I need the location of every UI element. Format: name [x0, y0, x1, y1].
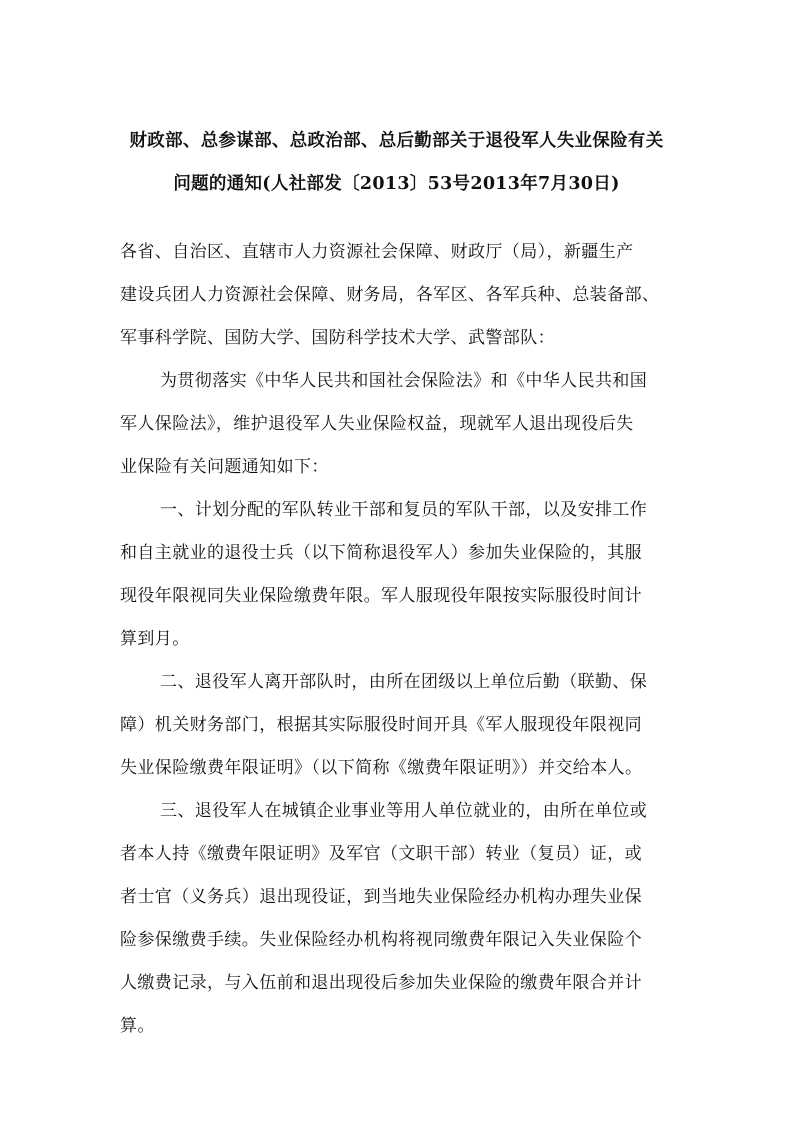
intro-line-3: 业保险有关问题通知如下： [120, 457, 329, 477]
document-title-line-2: 问题的通知(人社部发〔2013〕53号2013年7月30日) [173, 174, 620, 194]
item-3-line-5: 人缴费记录，与入伍前和退出现役后参加失业保险的缴费年限合并计 [120, 973, 642, 993]
item-2-line-1: 二、退役军人离开部队时，由所在团级以上单位后勤（联勤、保 [160, 672, 648, 692]
item-3-line-2: 者本人持《缴费年限证明》及军官（文职干部）转业（复员）证，或 [120, 844, 642, 864]
addressee-line-1: 各省、自治区、直辖市人力资源社会保障、财政厅（局），新疆生产 [120, 242, 634, 262]
item-3-line-6: 算。 [120, 1016, 155, 1036]
item-1-line-2: 和自主就业的退役士兵（以下简称退役军人）参加失业保险的，其服 [120, 543, 642, 563]
intro-line-1: 为贯彻落实《中华人民共和国社会保险法》和《中华人民共和国 [160, 371, 648, 391]
document-title-line-1: 财政部、总参谋部、总政治部、总后勤部关于退役军人失业保险有关 [129, 131, 664, 151]
item-1-line-4: 算到月。 [120, 629, 190, 649]
item-3-line-4: 险参保缴费手续。失业保险经办机构将视同缴费年限记入失业保险个 [120, 930, 642, 950]
item-3-line-3: 者士官（义务兵）退出现役证，到当地失业保险经办机构办理失业保 [120, 887, 642, 907]
addressee-line-2: 建设兵团人力资源社会保障、财务局，各军区、各军兵种、总装备部、 [120, 285, 660, 305]
item-1-line-1: 一、计划分配的军队转业干部和复员的军队干部，以及安排工作 [160, 500, 648, 520]
intro-line-2: 军人保险法》，维护退役军人失业保险权益，现就军人退出现役后失 [120, 414, 634, 434]
item-2-line-2: 障）机关财务部门，根据其实际服役时间开具《军人服现役年限视同 [120, 715, 642, 735]
addressee-line-3: 军事科学院、国防大学、国防科学技术大学、武警部队： [120, 328, 555, 348]
item-1-line-3: 现役年限视同失业保险缴费年限。军人服现役年限按实际服役时间计 [120, 586, 642, 606]
item-2-line-3: 失业保险缴费年限证明》（以下简称《缴费年限证明》）并交给本人。 [120, 758, 643, 778]
item-3-line-1: 三、退役军人在城镇企业事业等用人单位就业的，由所在单位或 [160, 801, 648, 821]
